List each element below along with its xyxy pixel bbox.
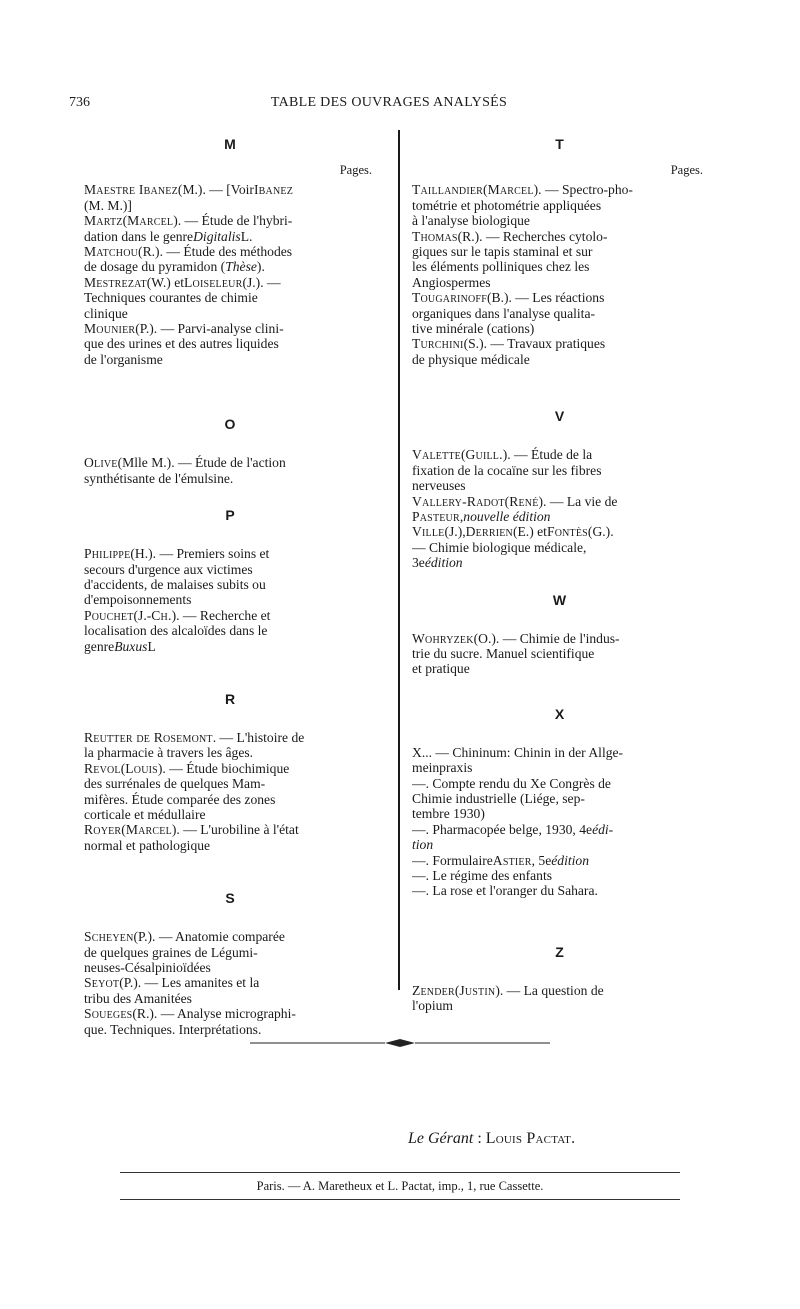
index-entry [412,868,707,883]
entry-line [412,259,707,274]
index-entry [412,290,707,336]
entry-text: de dosage du pyramidon ( [84,259,226,275]
section-spacer [84,433,376,455]
section-letter: P [225,507,235,524]
entry-line [412,540,707,555]
entry-line [84,182,376,197]
entry-text: à l'analyse biologique [412,213,530,229]
index-entry [84,975,376,1006]
entry-text: (O.). — Chimie de l'indus- [473,630,620,646]
entry-line [84,562,376,577]
entry-text: corticale et médullaire [84,806,206,822]
index-entry [412,631,707,677]
index-column-left [84,135,376,1037]
entry-text: —. La rose et l'oranger du Sahara. [412,883,598,899]
entry-line [84,1006,376,1021]
entry-text: ( [460,447,466,463]
entry-line [84,592,376,607]
entry-text: Wohryzek [412,630,474,646]
entry-text: tométrie et photométrie appliquées [412,197,602,213]
entry-line [84,975,376,990]
entry-text: (H.). — Premiers soins et [130,546,270,562]
entry-text: la pharmacie à travers les âges. [84,745,254,761]
entry-text: Scheyen [84,929,134,945]
page-header [69,95,709,115]
entry-text: que. Techniques. Interprétations. [84,1021,262,1037]
entry-text: fixation de la cocaïne sur les fibres [412,462,602,478]
entry-text: (P.). — Anatomie comparée [133,929,285,945]
entry-line [412,213,707,228]
entry-line [84,745,376,760]
index-entry [412,776,707,822]
entry-text: Tougarinoff [412,290,487,306]
entry-text: organiques dans l'analyse qualita- [412,305,596,321]
entry-text: Turchini [412,336,464,352]
entry-text: (M.). — [Voir [177,182,254,198]
entry-text: édition [551,852,589,868]
section-letter: O [224,416,236,433]
entry-line [84,761,376,776]
entry-text: (S.). — Travaux pratiques [463,336,606,352]
entry-text: localisation des alcaloïdes dans le [84,623,268,639]
entry-line [412,524,707,539]
entry-text: mifères. Étude comparée des zones [84,791,276,807]
ornament-divider [250,1038,550,1048]
section-letter: Z [555,943,564,960]
entry-line [84,822,376,837]
entry-text: trie du sucre. Manuel scientifique [412,645,595,661]
entry-line [412,837,707,852]
entry-text: Marcel [125,822,172,838]
entry-text: Mestrezat [84,274,147,290]
entry-line [84,290,376,305]
entry-line [412,555,707,570]
entry-line [84,608,376,623]
pages-label: Pages. [339,163,372,177]
entry-line [84,929,376,944]
section-spacer [84,524,376,546]
entry-text: . — L'histoire de [212,729,305,745]
index-entry [412,883,707,898]
index-entry [84,244,376,275]
entry-text: Techniques courantes de chimie [84,290,258,306]
entry-line [84,623,376,638]
entry-text: et pratique [412,661,470,677]
entry-text: Royer [84,822,122,838]
entry-line [412,883,707,898]
entry-text: ). — Étude biochimique [157,760,290,776]
section-letter: M [224,136,236,152]
entry-text: 3e [412,555,425,571]
printer-imprint: Paris. — A. Maretheux et L. Pactat, imp., 1, rue Cassette. [256,1179,544,1193]
entry-text: édition [424,555,463,571]
entry-text: , [459,508,464,524]
entry-line [412,463,707,478]
entry-line [84,455,376,470]
entry-text: Louis [125,760,158,776]
entry-text: de physique médicale [412,351,530,367]
entry-text: Olive [84,455,118,471]
entry-text: —. Formulaire [412,852,493,868]
index-entry [412,853,707,868]
entry-text: ). — Recherche et [171,607,271,623]
entry-text: (R.). — Recherches cytolo- [457,228,608,244]
index-entry [84,929,376,975]
index-section-t [412,135,707,367]
section-spacer [412,961,707,983]
entry-line [412,822,707,837]
index-entry [84,822,376,853]
entry-line [84,546,376,561]
entry-line [412,868,707,883]
page-number: 736 [69,95,90,110]
index-entry [84,182,376,213]
index-section-m [84,135,376,367]
entry-line [84,198,376,213]
entry-text: meinpraxis [412,760,473,776]
entry-text: Marcel [127,213,174,229]
entry-line [84,259,376,274]
entry-text: Pouchet [84,607,134,623]
entry-text: Seyot [84,975,120,991]
entry-text: de l'organisme [84,351,163,367]
entry-line [412,244,707,259]
index-section-x [412,705,707,899]
index-entry [84,546,376,608]
running-title: TABLE DES OUVRAGES ANALYSÉS [270,95,508,110]
entry-line [412,306,707,321]
entry-text: (J.), [444,524,466,540]
entry-text: Ch. [151,607,172,623]
entry-line [412,478,707,493]
entry-text: Fontès [546,524,588,540]
index-entry [84,1006,376,1037]
index-column-right [412,135,707,1014]
entry-line [412,229,707,244]
entry-text: (M. M.)] [84,197,132,213]
index-entry [84,761,376,823]
entry-line [412,853,707,868]
entry-text: René [509,493,539,509]
section-letter: R [224,690,236,707]
entry-line [84,838,376,853]
entry-line [84,352,376,367]
section-letter: S [225,890,235,907]
entry-text: Reutter de Rosemont [84,729,213,745]
section-spacer [84,708,376,730]
entry-line [84,306,376,321]
signature [408,1130,575,1148]
entry-text: Zender [412,982,455,998]
entry-text: édi- [592,821,614,837]
entry-line [412,631,707,646]
entry-text: ( [483,182,488,198]
entry-text: genre [84,638,115,654]
index-entry [84,275,376,321]
entry-text: L [147,638,156,654]
index-section-z [412,943,707,1014]
entry-text: que des urines et des autres liquides [84,336,279,352]
entry-line [412,182,707,197]
section-letter: T [555,136,564,152]
entry-text: Chimie industrielle (Liége, sep- [412,790,585,806]
signature-separator: : [473,1130,486,1147]
entry-line [84,321,376,336]
entry-text: Buxus [114,638,148,654]
entry-text: (J.). — [242,274,281,290]
entry-text: Philippe [84,546,131,562]
entry-line [412,998,707,1013]
entry-line [412,760,707,775]
entry-text: neuses-Césalpinioïdées [84,960,211,975]
entry-line [412,646,707,661]
entry-text: secours d'urgence aux victimes [84,561,253,577]
entry-line [412,776,707,791]
entry-text: (E.) et [512,524,547,540]
index-section-o [84,415,376,486]
entry-line [84,945,376,960]
entry-text: (B.). — Les réactions [486,290,605,306]
entry-text: —. Compte rendu du Xe Congrès de [412,775,611,791]
entry-text: ( [504,493,510,509]
section-spacer [84,907,376,929]
entry-text: tive minérale (cations) [412,321,535,337]
index-entry [84,213,376,244]
entry-text: Derrien [465,524,513,540]
entry-line [412,352,707,367]
index-entry [412,229,707,291]
entry-text: Ibanez [253,182,294,198]
entry-text: tribu des Amanitées [84,990,192,1006]
entry-text: —. Pharmacopée belge, 1930, 4e [412,821,593,837]
index-section-r [84,690,376,853]
entry-text: , 5e [531,852,552,868]
entry-line [84,960,376,975]
entry-text: Vallery-Radot [412,493,505,509]
index-section-w [412,591,707,677]
entry-text: (P.). — Parvi-analyse clini- [135,321,284,337]
entry-text: ( [121,822,126,838]
entry-text: Marcel [487,182,534,198]
entry-line [84,275,376,290]
entry-line [412,791,707,806]
entry-text: Thomas [412,228,458,244]
entry-line [84,639,376,654]
entry-text: normal et pathologique [84,837,211,853]
entry-text: Valette [412,447,461,463]
entry-text: des surrénales de quelques Mam- [84,776,266,792]
section-letter: V [554,408,565,425]
entry-text: ( [454,982,460,998]
entry-line [412,806,707,821]
entry-line [412,983,707,998]
entry-text: Revol [84,760,121,776]
imprint-rule-top [120,1172,680,1173]
entry-line [412,494,707,509]
entry-text: ). — La question de [495,982,604,998]
entry-line [412,447,707,462]
entry-text: Ville [412,524,445,540]
entry-text: ). — Spectro-pho- [533,182,633,198]
entry-text: Loiseleur [184,274,243,290]
index-entry [412,494,707,525]
entry-text: Mounier [84,321,136,337]
entry-text: giques sur le tapis staminal et sur [412,244,593,260]
index-entry [84,321,376,367]
entry-text: ). — Étude de la [502,447,593,463]
entry-text: L. [240,228,253,244]
entry-text: Martz [84,213,123,229]
entry-text: Angiospermes [412,274,491,290]
entry-text: dation dans le genre [84,228,194,244]
entry-text: d'accidents, de malaises subits ou [84,576,266,592]
entry-text: (R.). — Analyse micrographi- [132,1006,296,1022]
entry-text: les éléments polliniques chez les [412,259,590,275]
index-entry [84,455,376,486]
entry-text: nerveuses [412,478,466,494]
section-spacer [412,425,707,447]
index-section-p [84,506,376,654]
entry-line [84,471,376,486]
entry-text: (W.) et [146,274,185,290]
index-entry [84,730,376,761]
index-section-v [412,407,707,570]
section-spacer [412,609,707,631]
entry-line [412,336,707,351]
pages-label: Pages. [670,163,703,177]
entry-text: Matchou [84,244,139,260]
entry-line [84,244,376,259]
entry-text: ( [122,213,128,229]
index-entry [412,336,707,367]
entry-line [412,290,707,305]
entry-text: Pasteur [412,508,460,524]
entry-text: — Chimie biologique médicale, [412,539,587,555]
entry-text: Justin [459,982,496,998]
entry-line [412,198,707,213]
entry-line [412,745,707,760]
entry-text: ( [120,760,126,776]
entry-text: Soueges [84,1006,133,1022]
entry-line [84,776,376,791]
entry-text: (J.- [133,607,152,623]
index-entry [412,822,707,853]
entry-text: de quelques graines de Légumi- [84,944,258,960]
entry-line [84,991,376,1006]
entry-line [84,577,376,592]
column-divider [398,130,400,990]
index-entry [412,182,707,228]
entry-line [412,661,707,676]
section-letter: W [552,591,567,608]
entry-text: (Mlle M.). — Étude de l'action [117,455,286,471]
index-entry [412,983,707,1014]
entry-text: Digitalis [193,228,241,244]
imprint-rule-bottom [120,1199,680,1200]
entry-text: tion [412,837,434,853]
index-section-s [84,889,376,1037]
entry-text: (G.). [587,524,614,540]
entry-text: Maestre Ibanez [84,182,178,198]
entry-text: (P.). — Les amanites et la [119,975,260,991]
section-letter: X [554,705,565,722]
entry-text: ). — Étude de l'hybri- [173,213,293,229]
entry-text: —. Le régime des enfants [412,868,553,883]
entry-text: Guill. [465,447,503,463]
index-entry [412,447,707,493]
entry-line [84,730,376,745]
entry-line [84,229,376,244]
entry-text: ). — La vie de [538,493,618,509]
entry-line [412,509,707,524]
entry-text: tembre 1930) [412,806,485,822]
entry-line [84,792,376,807]
entry-text: synthétisante de l'émulsine. [84,470,234,486]
entry-text: d'empoisonnements [84,592,192,608]
entry-line [412,275,707,290]
index-entry [84,608,376,654]
entry-text: ). [256,259,265,275]
entry-line [84,807,376,822]
entry-text: clinique [84,305,128,321]
entry-text: (R.). — Étude des méthodes [138,244,293,260]
index-entry [412,524,707,570]
entry-line [84,1022,376,1037]
entry-text: l'opium [412,998,453,1014]
entry-text: X... — Chininum: Chinin in der Allge- [412,744,624,760]
entry-text: nouvelle édition [463,508,551,524]
entry-line [412,321,707,336]
entry-line [84,336,376,351]
index-entry [412,745,707,776]
entry-text: ). — L'urobiline à l'état [171,822,299,838]
signature-label: Le Gérant [408,1130,474,1147]
entry-text: Thèse [225,259,257,275]
signature-name: Louis Pactat. [485,1130,576,1147]
entry-text: Astier [492,852,532,868]
entry-text: Taillandier [412,182,484,198]
entry-line [84,213,376,228]
section-spacer [412,723,707,745]
